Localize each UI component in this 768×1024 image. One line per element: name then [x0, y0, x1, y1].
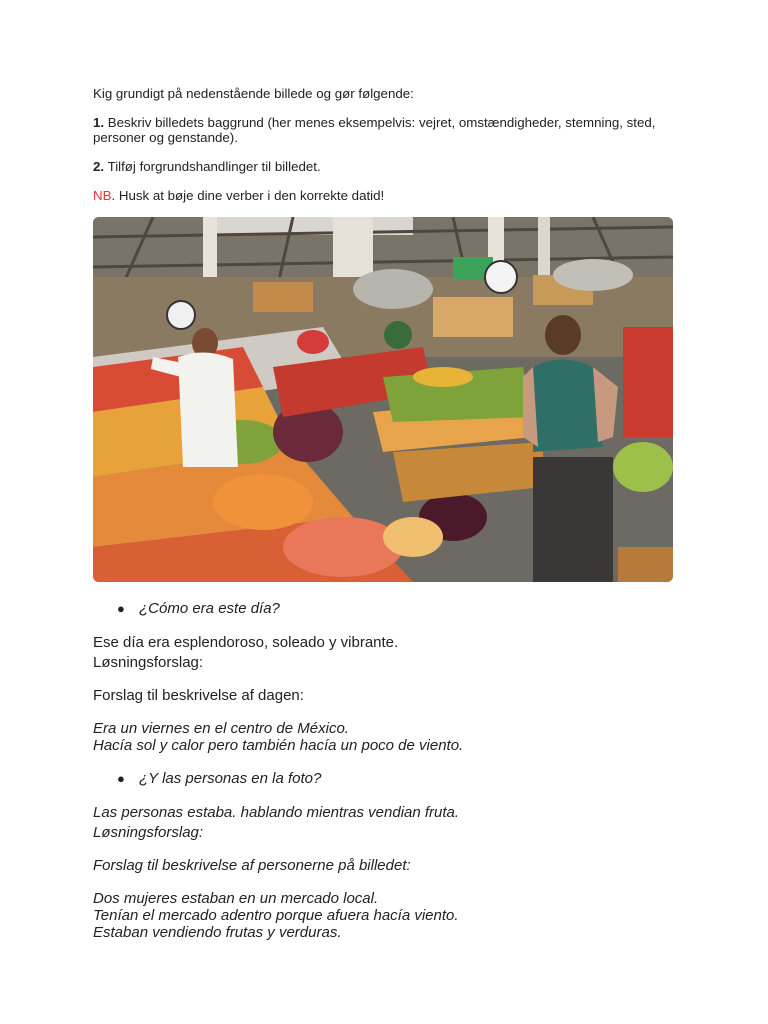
question-bullet-2 — [93, 770, 683, 788]
nb-text: . Husk at bøje dine verber i den korrekte datid! — [111, 188, 385, 203]
question-1-text: ¿Cómo era este día? — [139, 600, 280, 617]
market-photo-illustration — [93, 217, 673, 582]
suggestion-1-line-1: Era un viernes en el centro de México. — [93, 720, 349, 737]
bullet-dot-icon: ● — [117, 771, 125, 786]
market-photo — [93, 217, 673, 582]
suggestion-1-line-2: Hacía sol y calor pero también hacía un poco de viento. — [93, 737, 464, 754]
bullet-dot-icon: ● — [117, 601, 125, 616]
suggestion-2-line-3: Estaban vendiendo frutas y verduras. — [93, 924, 342, 941]
answer-2: Las personas estaba. hablando mientras vendian fruta. — [93, 804, 460, 821]
question-bullet-1 — [93, 600, 683, 618]
solution-label-1: Løsningsforslag: — [93, 654, 204, 671]
item-2-number: 2. — [93, 159, 105, 174]
question-2-text: ¿Y las personas en la foto? — [139, 770, 322, 787]
item-2-text: Tilføj forgrundshandlinger til billedet. — [107, 159, 321, 174]
instruction-item-1 — [93, 115, 683, 145]
item-1-number: 1. — [93, 115, 105, 130]
suggestion-2-line-2: Tenían el mercado adentro porque afuera hacía viento. — [93, 907, 459, 924]
instruction-intro: Kig grundigt på nedenstående billede og gør følgende: — [93, 86, 414, 101]
instruction-item-2 — [93, 159, 683, 174]
answer-1: Ese día era esplendoroso, soleado y vibrante. — [93, 634, 399, 651]
document-page — [93, 86, 683, 941]
nb-note — [93, 188, 683, 203]
solution-label-2: Løsningsforslag: — [93, 824, 204, 841]
nb-label: NB — [93, 188, 112, 203]
suggestion-heading-1: Forslag til beskrivelse af dagen: — [93, 687, 304, 704]
suggestion-heading-2: Forslag til beskrivelse af personerne på billedet: — [93, 857, 411, 874]
item-1-text: Beskriv billedets baggrund (her menes eksempelvis: vejret, omstændigheder, stemning, sted, personer og genstande). — [93, 115, 656, 145]
suggestion-2-line-1: Dos mujeres estaban en un mercado local. — [93, 890, 379, 907]
